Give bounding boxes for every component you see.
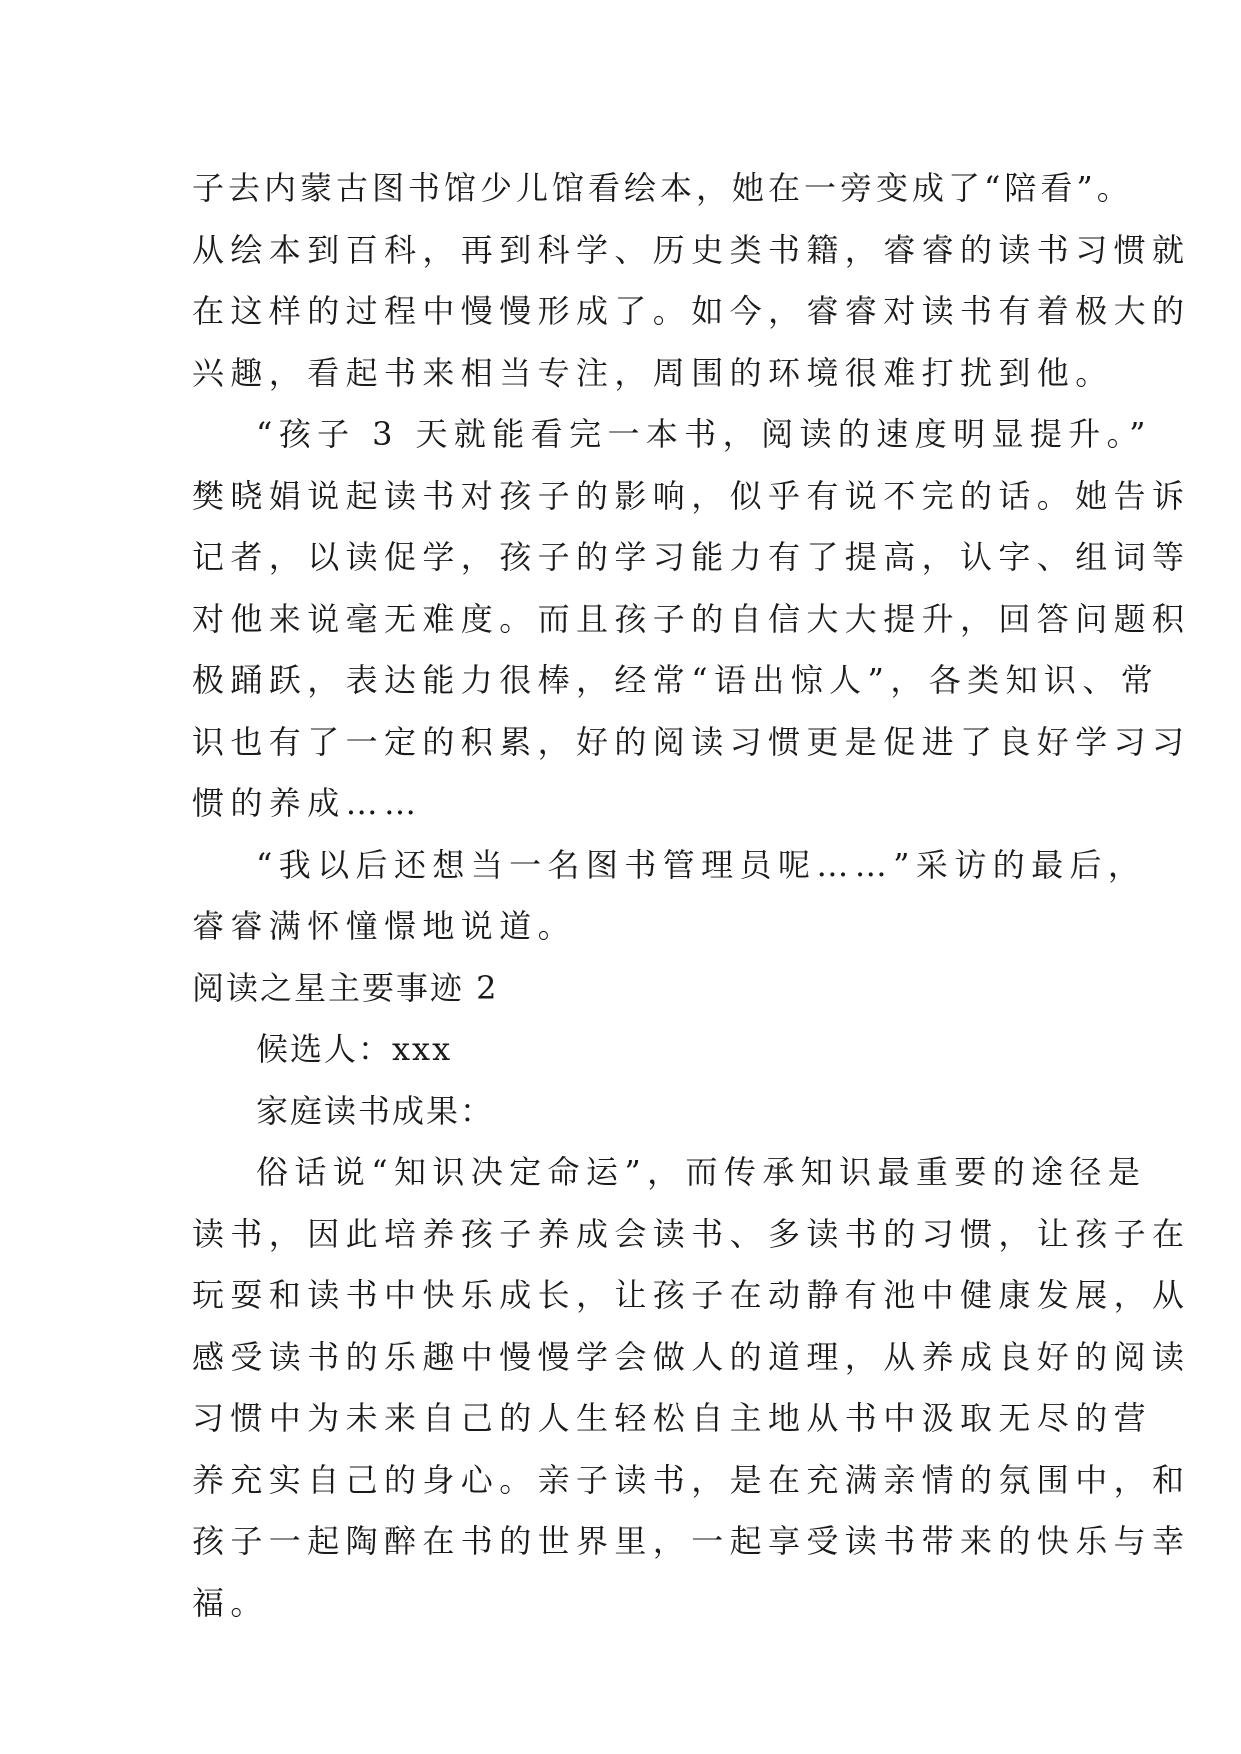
text-line: 睿睿满怀憧憬地说道。: [192, 907, 577, 945]
text-line: 读书，因此培养孩子养成会读书、多读书的习惯，让孩子在: [192, 1214, 1191, 1253]
text-line: 在这样的过程中慢慢形成了。如今，睿睿对读书有着极大的: [192, 292, 1191, 330]
text-line: 记者，以读促学，孩子的学习能力有了提高，认字、组词等: [192, 538, 1191, 576]
text-line: 子去内蒙古图书馆少儿馆看绘本，她在一旁变成了“陪看”。: [192, 169, 1133, 207]
text-line: 候选人：xxx: [256, 1030, 453, 1068]
text-line: 养充实自己的身心。亲子读书，是在充满亲情的氛围中，和: [192, 1460, 1191, 1499]
text-line: 福。: [192, 1583, 269, 1622]
text-line: 玩耍和读书中快乐成长，让孩子在动静有池中健康发展，从: [192, 1276, 1191, 1314]
text-line: 对他来说毫无难度。而且孩子的自信大大提升，回答问题积: [192, 599, 1191, 638]
text-line: 兴趣，看起书来相当专注，周围的环境很难打扰到他。: [192, 353, 1114, 392]
text-line: “我以后还想当一名图书管理员呢……”采访的最后，: [256, 845, 1147, 884]
text-line: 识也有了一定的积累，好的阅读习惯更是促进了良好学习习: [192, 722, 1191, 761]
document-body: [192, 158, 1191, 1634]
text-line: 家庭读书成果：: [256, 1091, 495, 1130]
text-line: 樊晓娟说起读书对孩子的影响，似乎有说不完的话。她告诉: [192, 476, 1191, 515]
text-line: 孩子一起陶醉在书的世界里，一起享受读书带来的快乐与幸: [192, 1522, 1191, 1560]
section-heading: 阅读之星主要事迹 2: [192, 968, 499, 1007]
text-line: 习惯中为未来自己的人生轻松自主地从书中汲取无尽的营: [192, 1399, 1153, 1437]
text-line: 从绘本到百科，再到科学、历史类书籍，睿睿的读书习惯就: [192, 230, 1191, 269]
text-line: 惯的养成……: [192, 784, 423, 822]
text-line: “孩子 3 天就能看完一本书，阅读的速度明显提升。”: [256, 415, 1152, 453]
text-line: 极踊跃，表达能力很棒，经常“语出惊人”，各类知识、常: [192, 661, 1160, 699]
text-line: 俗话说“知识决定命运”，而传承知识最重要的途径是: [256, 1153, 1147, 1191]
text-line: 感受读书的乐趣中慢慢学会做人的道理，从养成良好的阅读: [192, 1337, 1191, 1376]
